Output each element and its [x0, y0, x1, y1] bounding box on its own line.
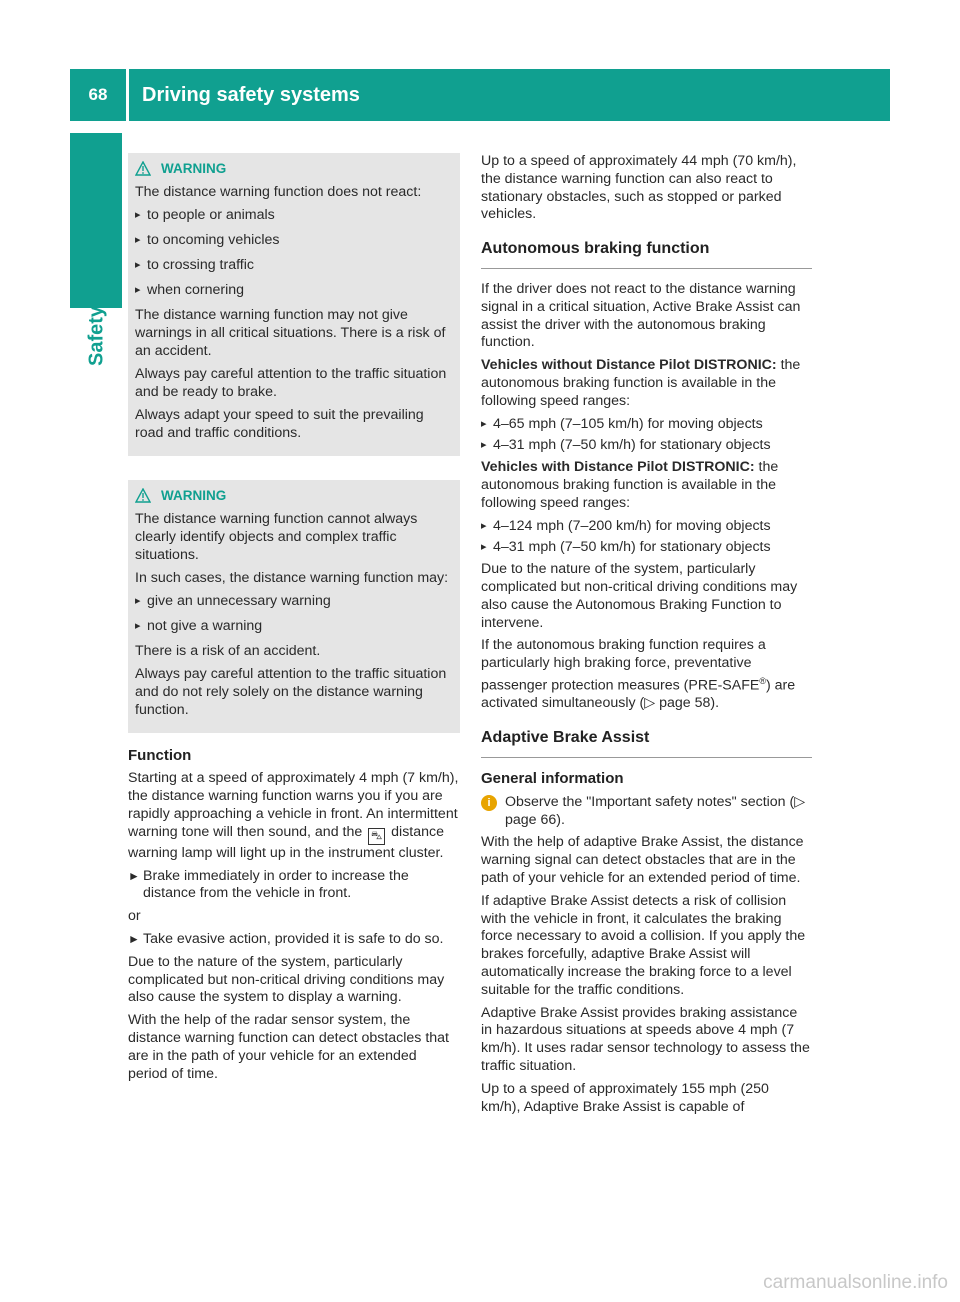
warning-text: The distance warning function cannot always clearly identify objects and complex traffic situations. — [135, 510, 418, 563]
registered-mark: ® — [759, 675, 766, 686]
warning-header — [135, 160, 453, 178]
body-text: ). — [710, 695, 720, 712]
body-paragraph: With the help of the radar sensor system, the distance warning function can detect obstacles that are in the path of your vehicle for an extended period of time. — [128, 1012, 449, 1082]
page-reference-link[interactable]: page 66 — [505, 811, 557, 828]
info-icon: i — [481, 795, 497, 811]
body-text: Observe the "Important safety notes" section ( — [505, 793, 795, 810]
list-item: ▸ to crossing traffic — [135, 256, 453, 274]
body-paragraph: Due to the nature of the system, particularly complicated but non-critical driving conditions may also cause the Autonomous Braking Function to intervene. — [481, 561, 798, 631]
warning-list — [135, 592, 453, 635]
side-section-tab — [84, 305, 110, 367]
left-column — [128, 153, 460, 1088]
body-paragraph: Due to the nature of the system, particularly complicated but non-critical driving conditions may also cause the system to display a warning. — [128, 953, 445, 1006]
without-distronic-paragraph — [481, 357, 812, 410]
list-item: ▸ to people or animals — [135, 206, 453, 224]
list-item: ▸ when cornering — [135, 281, 453, 299]
or-text: or — [128, 908, 141, 925]
warning-text: There is a risk of an accident. — [135, 642, 321, 659]
body-text: ). — [556, 811, 565, 828]
speed-range-list — [481, 518, 812, 558]
instruction-step — [128, 931, 460, 949]
without-distronic-label: Vehicles without Distance Pilot DISTRONIC: — [481, 357, 777, 374]
header-divider — [126, 69, 129, 121]
body-paragraph: If adaptive Brake Assist detects a risk of collision with the vehicle in front, it calculates the braking force necessary to avoid a collision. If you apply the brakes forcefully, adaptive Brake Assist will automatically increase the braking force to a level suitable for the traffic conditions. — [481, 892, 806, 998]
warning-triangle-icon — [135, 488, 151, 503]
step-arrow-icon: ► — [128, 931, 140, 946]
right-column — [481, 153, 812, 1121]
function-heading: Function — [128, 746, 192, 764]
step-text: Brake immediately in order to increase the distance from the vehicle in front. — [143, 867, 409, 902]
list-item: ▸ 4–31 mph (7–50 km/h) for stationary objects — [481, 539, 812, 557]
body-text: the autonomous braking function is available in the following speed ranges: — [481, 459, 779, 511]
chapter-title: Driving safety systems — [142, 84, 360, 106]
side-section-label: Safety — [85, 305, 108, 367]
warning-text: The distance warning function may not give warnings in all critical situations. There is a risk of an accident. — [135, 306, 446, 359]
list-item: ▸ to oncoming vehicles — [135, 231, 453, 249]
function-text: distance warning lamp will light up in the instrument cluster. — [128, 823, 445, 861]
body-paragraph: Up to a speed of approximately 155 mph (250 km/h), Adaptive Brake Assist is capable of — [481, 1080, 769, 1115]
warning-box — [128, 480, 460, 733]
with-distronic-label: Vehicles with Distance Pilot DISTRONIC: — [481, 459, 755, 476]
warning-triangle-icon — [135, 161, 151, 176]
with-distronic-paragraph — [481, 459, 812, 512]
speed-range-list — [481, 416, 812, 456]
autonomous-braking-heading: Autonomous braking function — [481, 240, 812, 269]
step-arrow-icon: ► — [128, 868, 140, 883]
warning-header — [135, 487, 453, 505]
warning-text: Always pay careful attention to the traffic situation and do not rely solely on the distance warning function. — [135, 665, 447, 718]
body-paragraph: Adaptive Brake Assist provides braking assistance in hazardous situations at speeds above 4 mph (7 km/h). It uses radar sensor technology to assess the traffic situation. — [481, 1004, 810, 1074]
warning-text: In such cases, the distance warning function may: — [135, 569, 449, 586]
function-paragraph — [128, 770, 460, 862]
page-ref-arrow-icon: ▷ — [794, 793, 806, 810]
body-text: If the autonomous braking function requires a particularly high braking force, preventative passenger protection measures (PRE-SAFE — [481, 637, 766, 694]
distance-warning-lamp-icon: ⛍ — [368, 828, 385, 845]
warning-text: Always pay careful attention to the traffic situation and be ready to brake. — [135, 365, 447, 400]
side-color-block — [70, 133, 122, 308]
warning-label: WARNING — [161, 161, 227, 176]
warning-label: WARNING — [161, 487, 227, 503]
info-note — [481, 794, 812, 830]
page-number: 68 — [88, 85, 108, 104]
info-text — [505, 794, 812, 830]
pre-safe-paragraph — [481, 637, 812, 713]
body-paragraph: Up to a speed of approximately 44 mph (70 km/h), the distance warning function can also react to stationary obstacles, such as stopped or parked vehicles. — [481, 153, 797, 223]
list-item: ▸ not give a warning — [135, 617, 453, 635]
warning-text: The distance warning function does not react: — [135, 183, 422, 200]
general-information-heading: General information — [481, 770, 624, 788]
body-text: the autonomous braking function is available in the following speed ranges: — [481, 357, 801, 409]
list-item: ▸ 4–31 mph (7–50 km/h) for stationary objects — [481, 437, 812, 455]
body-paragraph: With the help of adaptive Brake Assist, the distance warning signal can detect obstacles that are in the path of your vehicle for an extended period of time. — [481, 834, 804, 887]
list-item: ▸ 4–65 mph (7–105 km/h) for moving objects — [481, 416, 812, 434]
list-item: ▸ give an unnecessary warning — [135, 592, 453, 610]
adaptive-brake-assist-heading: Adaptive Brake Assist — [481, 729, 812, 758]
function-text: Starting at a speed of approximately 4 mph (7 km/h), the distance warning function warns you if you are rapidly approaching a vehicle in front. An intermittent warning tone will then sound, and the — [128, 770, 459, 840]
instruction-step — [128, 868, 460, 904]
warning-list — [135, 206, 453, 299]
list-item: ▸ 4–124 mph (7–200 km/h) for moving objects — [481, 518, 812, 536]
watermark: carmanualsonline.info — [763, 1272, 948, 1293]
warning-text: Always adapt your speed to suit the prevailing road and traffic conditions. — [135, 406, 424, 441]
page-header — [70, 69, 890, 121]
body-text: ) are activated simultaneously ( — [481, 677, 796, 712]
page-ref-arrow-icon: ▷ — [644, 695, 656, 712]
warning-box — [128, 153, 460, 456]
page-reference-link[interactable]: page 58 — [655, 695, 711, 712]
body-paragraph: If the driver does not react to the distance warning signal in a critical situation, Active Brake Assist can assist the driver with the autonomous braking function. — [481, 280, 801, 351]
step-text: Take evasive action, provided it is safe to do so. — [143, 930, 444, 947]
